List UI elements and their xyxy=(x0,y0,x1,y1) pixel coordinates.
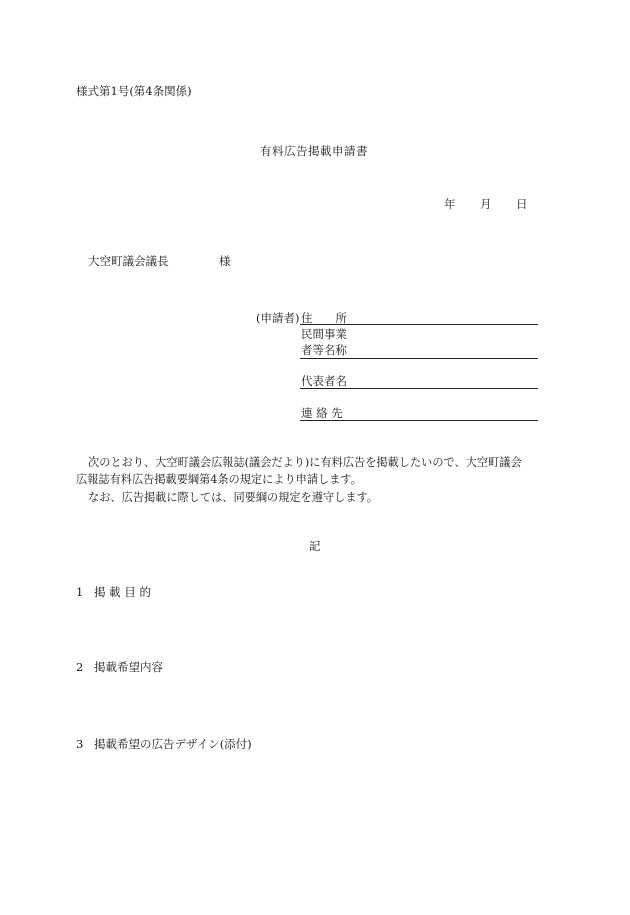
contact-label: 連 絡 先 xyxy=(301,406,343,420)
form-number: 様式第1号(第4条関係) xyxy=(76,84,192,98)
contact-underline xyxy=(300,420,538,421)
address-underline xyxy=(300,324,538,325)
business-name-label-line1: 民間事業 xyxy=(301,327,347,341)
representative-underline xyxy=(300,388,538,389)
business-name-label-line2: 者等名称 xyxy=(301,343,347,357)
body-paragraph1-line1: 次のとおり、大空町議会広報誌(議会だより)に有料広告を掲載したいので、大空町議会 xyxy=(88,456,522,469)
business-name-underline xyxy=(300,358,538,359)
address-label: 住 所 xyxy=(301,311,347,325)
item-1-number: 1 xyxy=(76,585,84,599)
item-1-label: 掲 載 目 的 xyxy=(94,585,151,599)
page-title: 有料広告掲載申請書 xyxy=(260,144,368,158)
ki-heading: 記 xyxy=(309,539,321,553)
date-day-label: 日 xyxy=(516,197,528,211)
item-2-label: 掲載希望内容 xyxy=(94,660,163,674)
body-paragraph2: なお、広告掲載に際しては、同要綱の規定を遵守します。 xyxy=(88,491,378,504)
representative-label: 代表者名 xyxy=(301,374,347,388)
date-year-label: 年 xyxy=(444,197,456,211)
item-3-number: 3 xyxy=(76,737,84,751)
addressee-name: 大空町議会議長 xyxy=(88,254,169,268)
date-month-label: 月 xyxy=(480,197,492,211)
item-3-label: 掲載希望の広告デザイン(添付) xyxy=(94,737,252,751)
addressee-honorific: 様 xyxy=(219,254,231,268)
applicant-label: (申請者) xyxy=(256,311,300,325)
body-paragraph1-line2: 広報誌有料広告掲載要綱第4条の規定により申請します。 xyxy=(76,473,362,486)
item-2-number: 2 xyxy=(76,660,84,674)
